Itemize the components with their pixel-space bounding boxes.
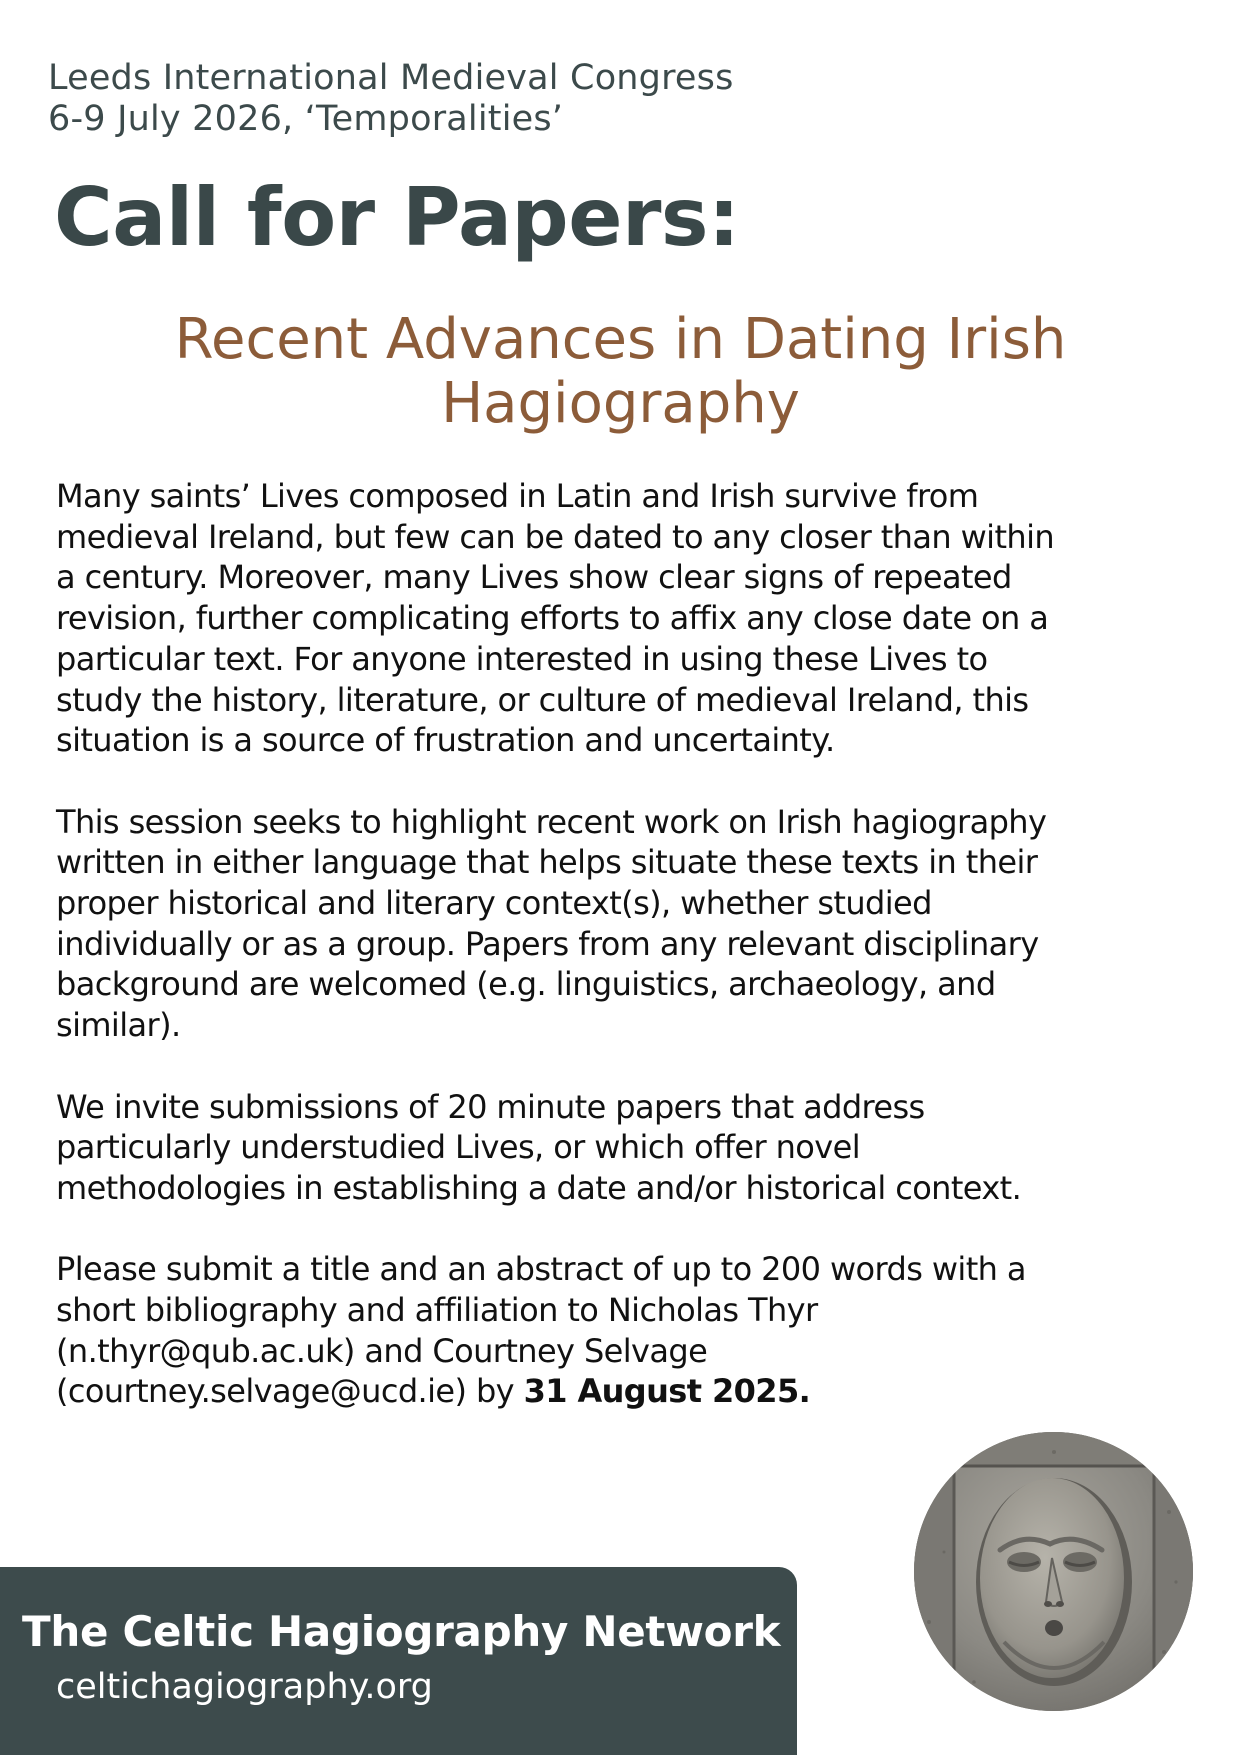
footer-banner [0, 1567, 797, 1755]
call-for-papers-heading: Call for Papers: [54, 171, 740, 264]
event-name: Leeds International Medieval Congress [48, 58, 734, 98]
stone-head-illustration [914, 1432, 1193, 1711]
submission-instructions: Please submit a title and an abstract of up to 200 words with a short bibliography and affiliation to Nicholas Thyr (n.thyr@qub.ac.uk) and Courtney Selvage (courtney.selvage@ucd.ie) by [56, 1250, 1026, 1411]
paragraph-invitation: We invite submissions of 20 minute papers that address particularly understudied Lives, or which offer novel methodologies in establishing a date and/or historical context. [56, 1087, 1022, 1207]
carved-stone-head-photo [914, 1432, 1193, 1711]
event-info [48, 58, 734, 140]
event-dates-theme: 6-9 July 2026, ‘Temporalities’ [48, 99, 564, 139]
paragraph-submission [56, 1249, 1196, 1412]
paragraph-context: Many saints’ Lives composed in Latin and Irish survive from medieval Ireland, but few can be dated to any closer than within a century. Moreover, many Lives show clear signs of repeated revision, further complicating efforts to affix any close date on a particular text. For anyone interested in using these Lives to study the history, literature, or culture of medieval Ireland, this situation is a source of frustration and uncertainty. [56, 477, 1055, 760]
session-title: Recent Advances in Dating Irish Hagiography [174, 307, 1067, 436]
network-website[interactable]: celtichagiography.org [56, 1667, 433, 1707]
submission-deadline: 31 August 2025. [523, 1372, 811, 1411]
call-description [56, 476, 1196, 1412]
network-name: The Celtic Hagiography Network [22, 1607, 781, 1656]
paragraph-session-aims: This session seeks to highlight recent work on Irish hagiography written in either language that helps situate these texts in their proper historical and literary context(s), whether studied individually or as a group. Papers from any relevant disciplinary background are welcomed (e.g. linguistics, archaeology, and similar). [56, 802, 1047, 1045]
